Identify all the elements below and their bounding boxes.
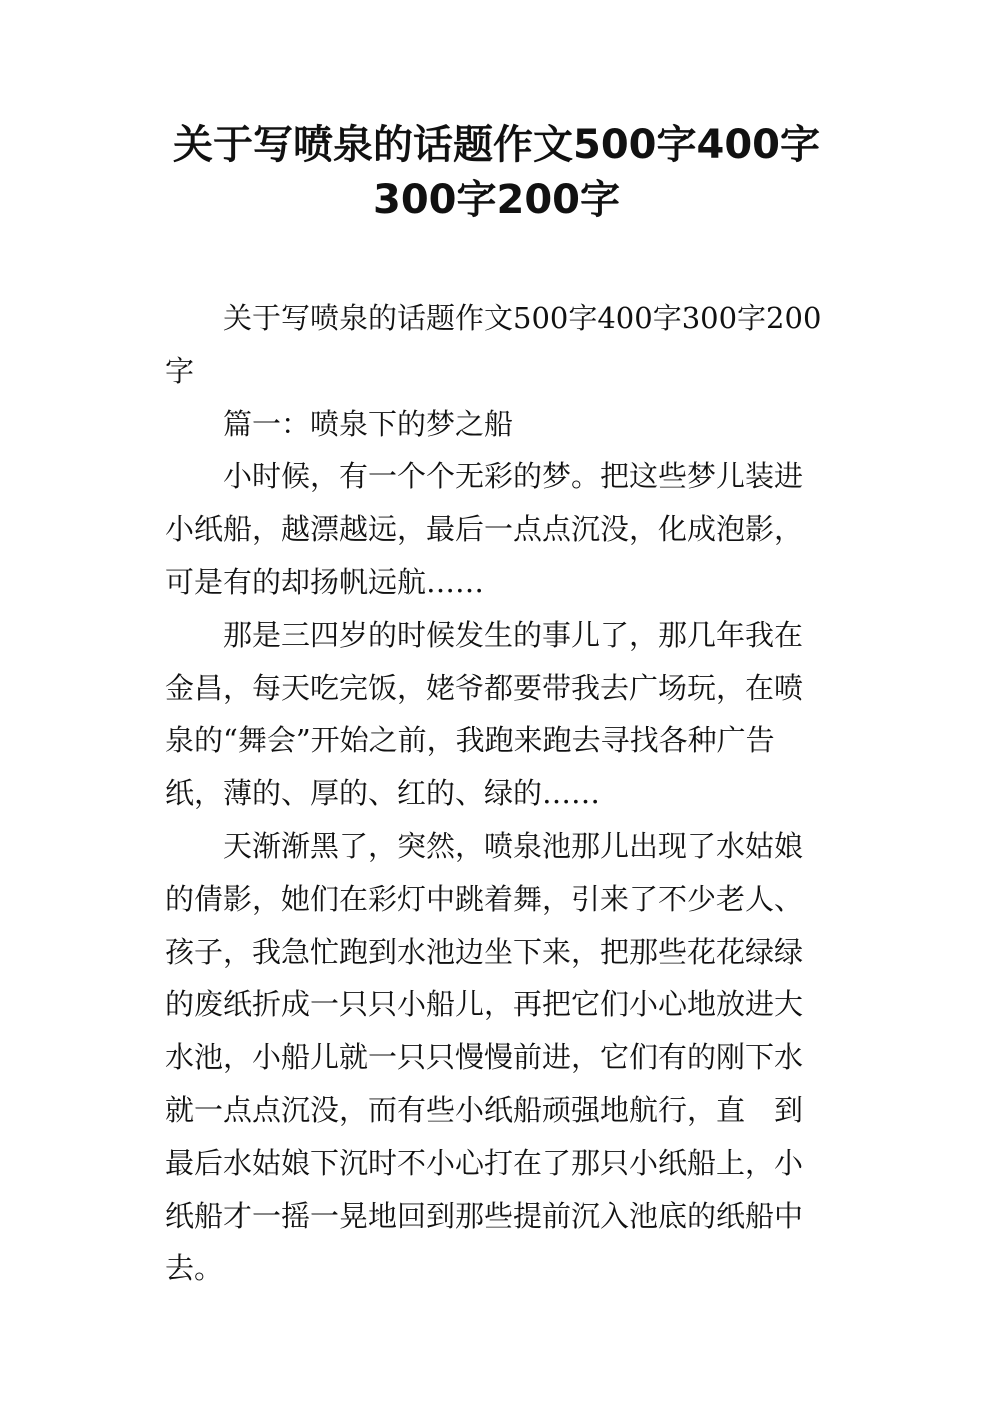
body-paragraph: 天渐渐黑了，突然，喷泉池那儿出现了水姑娘的倩影，她们在彩灯中跳着舞，引来了不少老人、孩子，我急忙跑到水池边坐下来，把那些花花绿绿的废纸折成一只只小船儿，再把它们小心地放进大水池，小船儿就一只只慢慢前进，它们有的刚下水就一点点沉没，而有些小纸船顽强地航行，直 到最后水姑娘下沉时不小心打在了那只小纸船上，小纸船才一摇一晃地回到那些提前沉入池底的纸船中去。	[165, 828, 804, 1286]
subtitle-paragraph: 关于写喷泉的话题作文500字400字300字200字	[165, 301, 822, 388]
document-body	[165, 292, 830, 1295]
body-paragraph: 那是三四岁的时候发生的事儿了，那几年我在金昌，每天吃完饭，姥爷都要带我去广场玩，在喷泉的“舞会”开始之前，我跑来跑去寻找各种广告纸，薄的、厚的、红的、绿的……	[165, 617, 804, 811]
document-title	[140, 118, 853, 228]
document-title-line-1: 关于写喷泉的话题作文500字400字	[173, 122, 820, 168]
body-paragraph: 小时候，有一个个无彩的梦。把这些梦儿装进小纸船，越漂越远，最后一点点沉没，化成泡影，可是有的却扬帆远航……	[165, 459, 804, 599]
document-title-line-2: 300字200字	[373, 177, 620, 223]
section-heading: 篇一：喷泉下的梦之船	[223, 406, 514, 441]
